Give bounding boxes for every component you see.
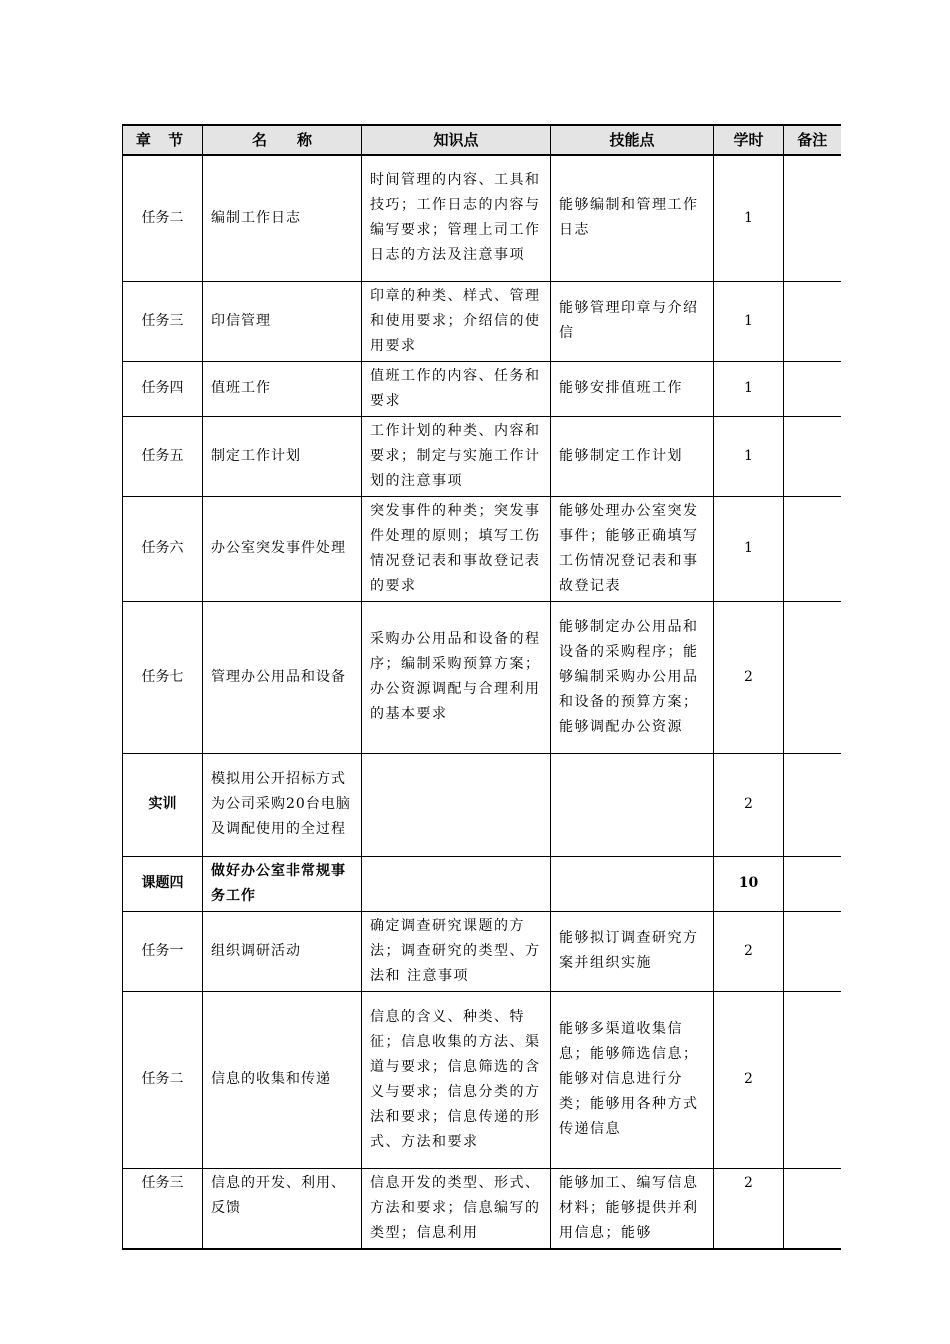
row-knowledge: 时间管理的内容、工具和技巧；工作日志的内容与编写要求；管理上司工作日志的方法及注意事项	[362, 155, 551, 281]
table-row	[123, 416, 841, 496]
row-name: 值班工作	[203, 361, 362, 416]
row-skill: 能够多渠道收集信息；能够筛选信息；能够对信息进行分类；能够用各种方式传递信息	[551, 991, 714, 1168]
row-remark	[784, 361, 841, 416]
row-chapter: 任务二	[123, 991, 203, 1168]
row-remark	[784, 753, 841, 856]
header-skill: 技能点	[551, 125, 714, 155]
row-knowledge: 值班工作的内容、任务和要求	[362, 361, 551, 416]
row-skill	[551, 753, 714, 856]
header-chapter: 章 节	[123, 125, 203, 155]
row-name: 制定工作计划	[203, 416, 362, 496]
row-remark	[784, 911, 841, 991]
header-hours: 学时	[714, 125, 784, 155]
row-remark	[784, 281, 841, 361]
row-name: 信息的收集和传递	[203, 991, 362, 1168]
row-remark	[784, 1168, 841, 1249]
table-row	[123, 361, 841, 416]
row-knowledge	[362, 753, 551, 856]
row-name: 管理办公用品和设备	[203, 601, 362, 753]
row-skill: 能够安排值班工作	[551, 361, 714, 416]
row-hours: 2	[714, 911, 784, 991]
row-remark	[784, 155, 841, 281]
row-knowledge: 信息的含义、种类、特征；信息收集的方法、渠道与要求；信息筛选的含义与要求；信息分类的方法和要求；信息传递的形式、方法和要求	[362, 991, 551, 1168]
row-knowledge	[362, 856, 551, 911]
row-skill	[551, 856, 714, 911]
row-hours: 10	[714, 856, 784, 911]
table-row	[123, 155, 841, 281]
row-hours: 1	[714, 155, 784, 281]
row-chapter: 任务四	[123, 361, 203, 416]
row-name: 组织调研活动	[203, 911, 362, 991]
row-skill: 能够加工、编写信息材料；能够提供并利用信息；能够	[551, 1168, 714, 1249]
header-knowledge: 知识点	[362, 125, 551, 155]
table-row	[123, 753, 841, 856]
table-row	[123, 601, 841, 753]
row-name: 模拟用公开招标方式为公司采购20台电脑及调配使用的全过程	[203, 753, 362, 856]
row-chapter: 任务三	[123, 1168, 203, 1249]
row-knowledge: 印章的种类、样式、管理和使用要求；介绍信的使用要求	[362, 281, 551, 361]
table-row	[123, 496, 841, 601]
table-row	[123, 911, 841, 991]
row-chapter: 课题四	[123, 856, 203, 911]
row-skill: 能够编制和管理工作日志	[551, 155, 714, 281]
row-name: 信息的开发、利用、反馈	[203, 1168, 362, 1249]
row-name: 做好办公室非常规事务工作	[203, 856, 362, 911]
row-knowledge: 突发事件的种类；突发事件处理的原则；填写工伤情况登记表和事故登记表的要求	[362, 496, 551, 601]
row-name: 编制工作日志	[203, 155, 362, 281]
table-row	[123, 856, 841, 911]
row-knowledge: 工作计划的种类、内容和要求；制定与实施工作计划的注意事项	[362, 416, 551, 496]
row-hours: 1	[714, 361, 784, 416]
table-row	[123, 281, 841, 361]
row-skill: 能够制定工作计划	[551, 416, 714, 496]
row-hours: 2	[714, 991, 784, 1168]
row-chapter: 任务七	[123, 601, 203, 753]
row-remark	[784, 496, 841, 601]
row-skill: 能够处理办公室突发事件；能够正确填写工伤情况登记表和事故登记表	[551, 496, 714, 601]
row-hours: 2	[714, 753, 784, 856]
row-skill: 能够管理印章与介绍信	[551, 281, 714, 361]
row-knowledge: 确定调查研究课题的方法；调查研究的类型、方法和 注意事项	[362, 911, 551, 991]
header-row	[123, 125, 841, 155]
row-chapter: 任务一	[123, 911, 203, 991]
row-chapter: 任务三	[123, 281, 203, 361]
row-remark	[784, 416, 841, 496]
row-knowledge: 采购办公用品和设备的程序；编制采购预算方案；办公资源调配与合理利用的基本要求	[362, 601, 551, 753]
row-hours: 2	[714, 601, 784, 753]
row-hours: 1	[714, 416, 784, 496]
course-table	[122, 124, 841, 1250]
row-name: 办公室突发事件处理	[203, 496, 362, 601]
row-remark	[784, 856, 841, 911]
row-skill: 能够制定办公用品和设备的采购程序；能够编制采购办公用品和设备的预算方案；能够调配办公资源	[551, 601, 714, 753]
header-name: 名 称	[203, 125, 362, 155]
row-remark	[784, 601, 841, 753]
row-chapter: 任务二	[123, 155, 203, 281]
row-name: 印信管理	[203, 281, 362, 361]
row-hours: 1	[714, 281, 784, 361]
row-chapter: 任务六	[123, 496, 203, 601]
table-row	[123, 1168, 841, 1249]
row-knowledge: 信息开发的类型、形式、方法和要求；信息编写的类型；信息利用	[362, 1168, 551, 1249]
table-row	[123, 991, 841, 1168]
row-remark	[784, 991, 841, 1168]
row-hours: 1	[714, 496, 784, 601]
row-chapter: 任务五	[123, 416, 203, 496]
header-remark: 备注	[784, 125, 841, 155]
row-skill: 能够拟订调查研究方案并组织实施	[551, 911, 714, 991]
row-hours: 2	[714, 1168, 784, 1249]
row-chapter: 实训	[123, 753, 203, 856]
